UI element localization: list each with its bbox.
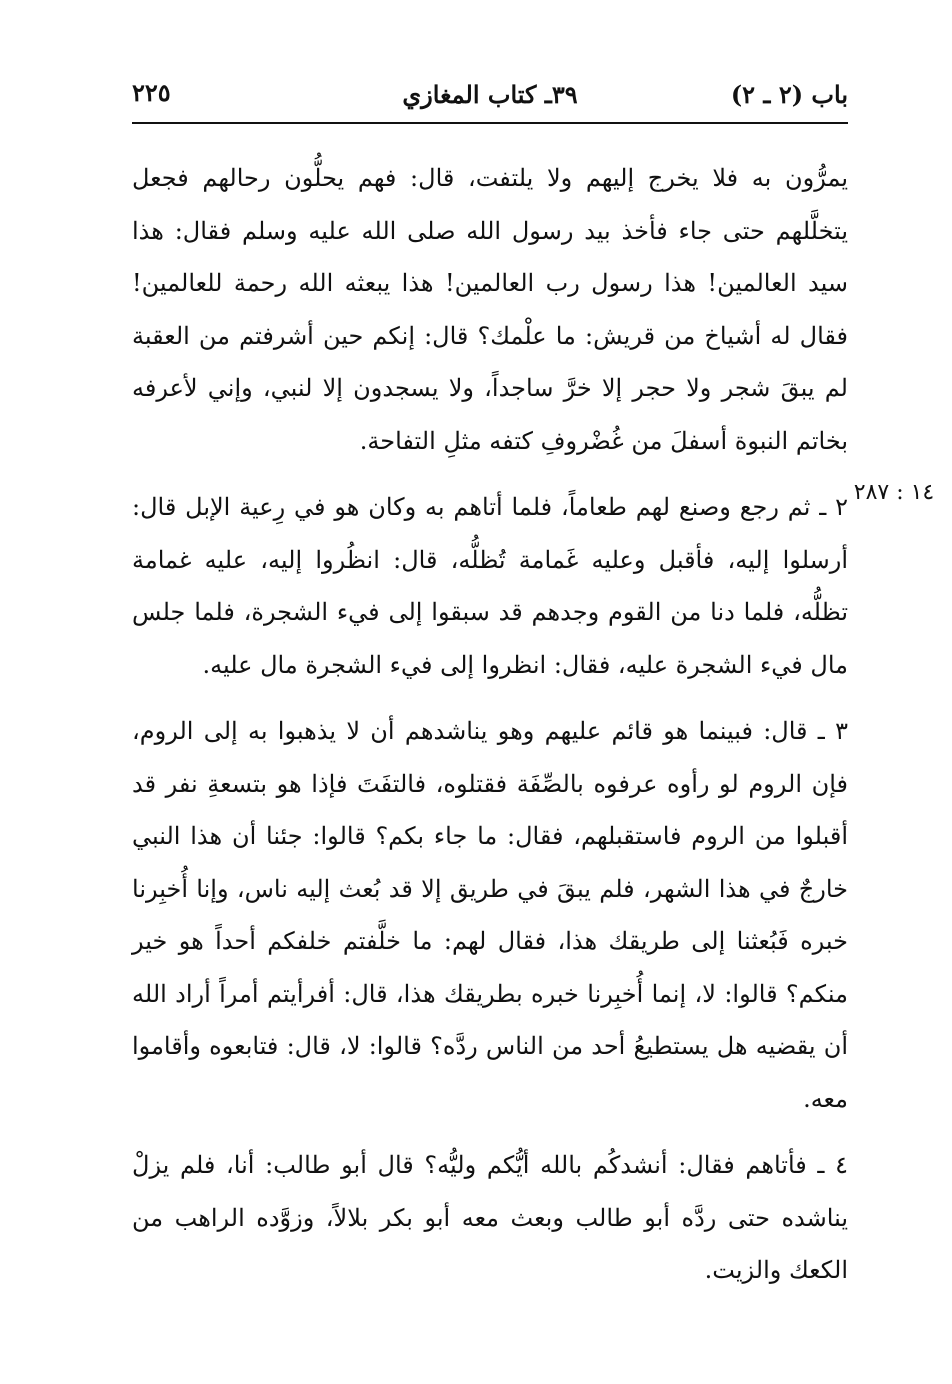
- margin-reference: ١٤ : ٢٨٧: [853, 480, 935, 505]
- paragraph-2: ٢ ـ ثم رجع وصنع لهم طعاماً، فلما أتاهم به وكان هو في رِعية الإبل قال: أرسلوا إليه، فأقبل وعليه غَمامة تُظلُّه، قال: انظُروا إليه، عليه غمامة تظلُّه، فلما دنا من القوم وجدهم قد سبقوا إلى فيء الشجرة، فلما جلس مال فيء الشجرة عليه، فقال: انظروا إلى فيء الشجرة مال عليه.: [132, 493, 848, 679]
- page-header: [132, 74, 848, 118]
- chapter-label: باب (٢ ـ ٢): [730, 80, 848, 109]
- book-title: ٣٩ـ كتاب المغازي: [402, 80, 578, 109]
- paragraph-4: ٤ ـ فأتاهم فقال: أنشدكُم بالله أيُّكم وليُّه؟ قال أبو طالب: أنا، فلم يزلْ يناشده حتى ردَّه أبو طالب وبعث معه أبو بكر بلالاً، وزوَّده الراهب من الكعك والزيت.: [132, 1151, 848, 1284]
- main-text: [132, 152, 848, 1311]
- paragraph-3: ٣ ـ قال: فبينما هو قائم عليهم وهو يناشدهم أن لا يذهبوا به إلى الروم، فإن الروم لو رأوه عرفوه بالصِّفَة فقتلوه، فالتفَتَ فإذا هو بتسعةِ نفر قد أقبلوا من الروم فاستقبلهم، فقال: ما جاء بكم؟ قالوا: جئنا أن هذا النبي خارجٌ في هذا الشهر، فلم يبقَ في طريق إلا قد بُعث إليه ناس، وإنا أُخبِرنا خبره فَبُعثنا إلى طريقك هذا، فقال لهم: ما خلَّفتم خلفكم أحداً هو خير منكم؟ قالوا: لا، إنما أُخبِرنا خبره بطريقك هذا، قال: أفرأيتم أمراً أراد الله أن يقضيه هل يستطيعُ أحد من الناس ردَّه؟ قالوا: لا، قال: فتابعوه وأقاموا معه.: [132, 717, 848, 1113]
- page-number: ٢٢٥: [132, 78, 171, 107]
- paragraph-1: يمرُّون به فلا يخرج إليهم ولا يلتفت، قال: فهم يحلُّون رحالهم فجعل يتخلَّلهم حتى جاء فأخذ بيد رسول الله صلى الله عليه وسلم فقال: هذا سيد العالمين! هذا رسول رب العالمين! هذا يبعثه الله رحمة للعالمين! فقال له أشياخ من قريش: ما علْمك؟ قال: إنكم حين أشرفتم من العقبة لم يبقَ شجر ولا حجر إلا خرَّ ساجداً، ولا يسجدون إلا لنبي، وإني لأعرفه بخاتم النبوة أسفلَ من غُضْروفِ كتفه مثلِ التفاحة.: [132, 164, 848, 455]
- header-divider: [132, 122, 848, 124]
